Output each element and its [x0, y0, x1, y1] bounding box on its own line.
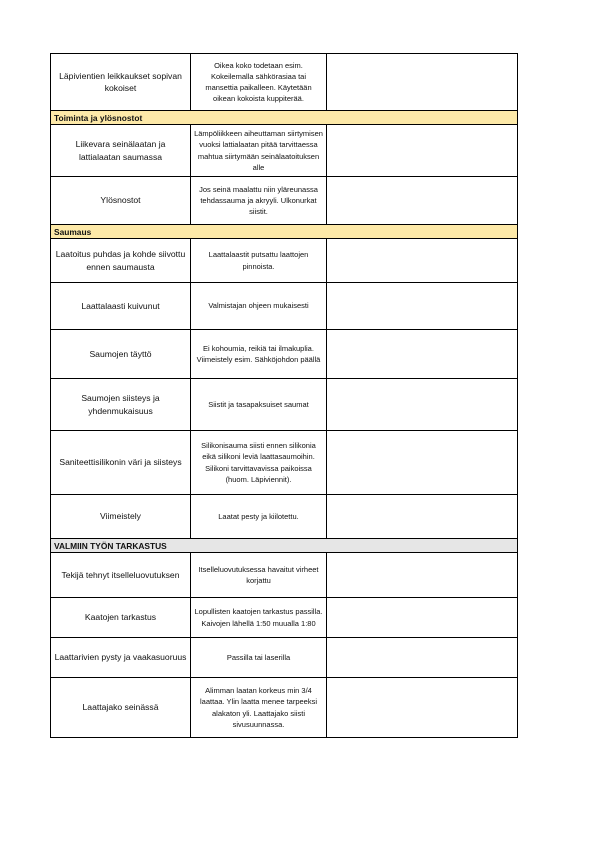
criterion-cell: Saumojen siisteys ja yhdenmukaisuus	[51, 379, 191, 431]
checklist-row	[51, 638, 518, 678]
checklist-row	[51, 379, 518, 431]
result-cell[interactable]	[327, 177, 518, 225]
criterion-cell: Saumojen täyttö	[51, 330, 191, 379]
checklist-row	[51, 283, 518, 330]
requirement-cell: Ei kohoumia, reikiä tai ilmakuplia. Viimeistely esim. Sähköjohdon päällä	[191, 330, 327, 379]
criterion-cell: Läpivientien leikkaukset sopivan kokoiset	[51, 54, 191, 111]
result-cell[interactable]	[327, 553, 518, 598]
section-title: VALMIIN TYÖN TARKASTUS	[51, 539, 518, 553]
criterion-cell: Laattalaasti kuivunut	[51, 283, 191, 330]
criterion-cell: Laatoitus puhdas ja kohde siivottu ennen saumausta	[51, 239, 191, 283]
criterion-cell: Kaatojen tarkastus	[51, 598, 191, 638]
checklist-row	[51, 54, 518, 111]
result-cell[interactable]	[327, 125, 518, 177]
criterion-cell: Ylösnostot	[51, 177, 191, 225]
requirement-cell: Oikea koko todetaan esim. Kokeilemalla sähkörasiaa tai mansettia paikalleen. Käytetään oikean kokoista kuppiterää.	[191, 54, 327, 111]
criterion-cell: Tekijä tehnyt itselleluovutuksen	[51, 553, 191, 598]
requirement-cell: Siistit ja tasapaksuiset saumat	[191, 379, 327, 431]
checklist-row	[51, 553, 518, 598]
requirement-cell: Laatat pesty ja kiilotettu.	[191, 495, 327, 539]
requirement-cell: Jos seinä maalattu niin yläreunassa tehdassauma ja akryyli. Ulkonurkat siistit.	[191, 177, 327, 225]
checklist-row	[51, 177, 518, 225]
criterion-cell: Laattarivien pysty ja vaakasuoruus	[51, 638, 191, 678]
result-cell[interactable]	[327, 283, 518, 330]
checklist-table	[50, 53, 518, 738]
requirement-cell: Lopullisten kaatojen tarkastus passilla. Kaivojen lähellä 1:50 muualla 1:80	[191, 598, 327, 638]
result-cell[interactable]	[327, 431, 518, 495]
result-cell[interactable]	[327, 678, 518, 738]
criterion-cell: Liikevara seinälaatan ja lattialaatan saumassa	[51, 125, 191, 177]
checklist-row	[51, 330, 518, 379]
requirement-cell: Silikonisauma siisti ennen silikonia eikä silikoni leviä laattasaumoihin. Silikoni tarvittavavissa paikoissa (huom. Läpiviennit).	[191, 431, 327, 495]
criterion-cell: Saniteettisilikonin väri ja siisteys	[51, 431, 191, 495]
section-title: Saumaus	[51, 225, 518, 239]
requirement-cell: Laattalaastit putsattu laattojen pinnoista.	[191, 239, 327, 283]
requirement-cell: Alimman laatan korkeus min 3/4 laattaa. Ylin laatta menee tarpeeksi alakaton yli. Laattajako siisti sivusuunnassa.	[191, 678, 327, 738]
checklist-row	[51, 598, 518, 638]
result-cell[interactable]	[327, 638, 518, 678]
result-cell[interactable]	[327, 495, 518, 539]
checklist-row	[51, 678, 518, 738]
checklist-row	[51, 125, 518, 177]
requirement-cell: Valmistajan ohjeen mukaisesti	[191, 283, 327, 330]
result-cell[interactable]	[327, 330, 518, 379]
checklist-row	[51, 239, 518, 283]
criterion-cell: Viimeistely	[51, 495, 191, 539]
checklist-row	[51, 431, 518, 495]
result-cell[interactable]	[327, 598, 518, 638]
section-row-valmiin-tyon-tarkastus	[51, 539, 518, 553]
result-cell[interactable]	[327, 54, 518, 111]
result-cell[interactable]	[327, 239, 518, 283]
requirement-cell: Passilla tai laserilla	[191, 638, 327, 678]
requirement-cell: Itselleluovutuksessa havaitut virheet korjattu	[191, 553, 327, 598]
criterion-cell: Laattajako seinässä	[51, 678, 191, 738]
checklist-row	[51, 495, 518, 539]
requirement-cell: Lämpöliikkeen aiheuttaman siirtymisen vuoksi lattialaatan pitää tarvittaessa mahtua siirtymään seinälaatoituksen alle	[191, 125, 327, 177]
section-row-saumaus	[51, 225, 518, 239]
section-title: Toiminta ja ylösnostot	[51, 111, 518, 125]
section-row-toiminta-ja-ylosnostot	[51, 111, 518, 125]
result-cell[interactable]	[327, 379, 518, 431]
